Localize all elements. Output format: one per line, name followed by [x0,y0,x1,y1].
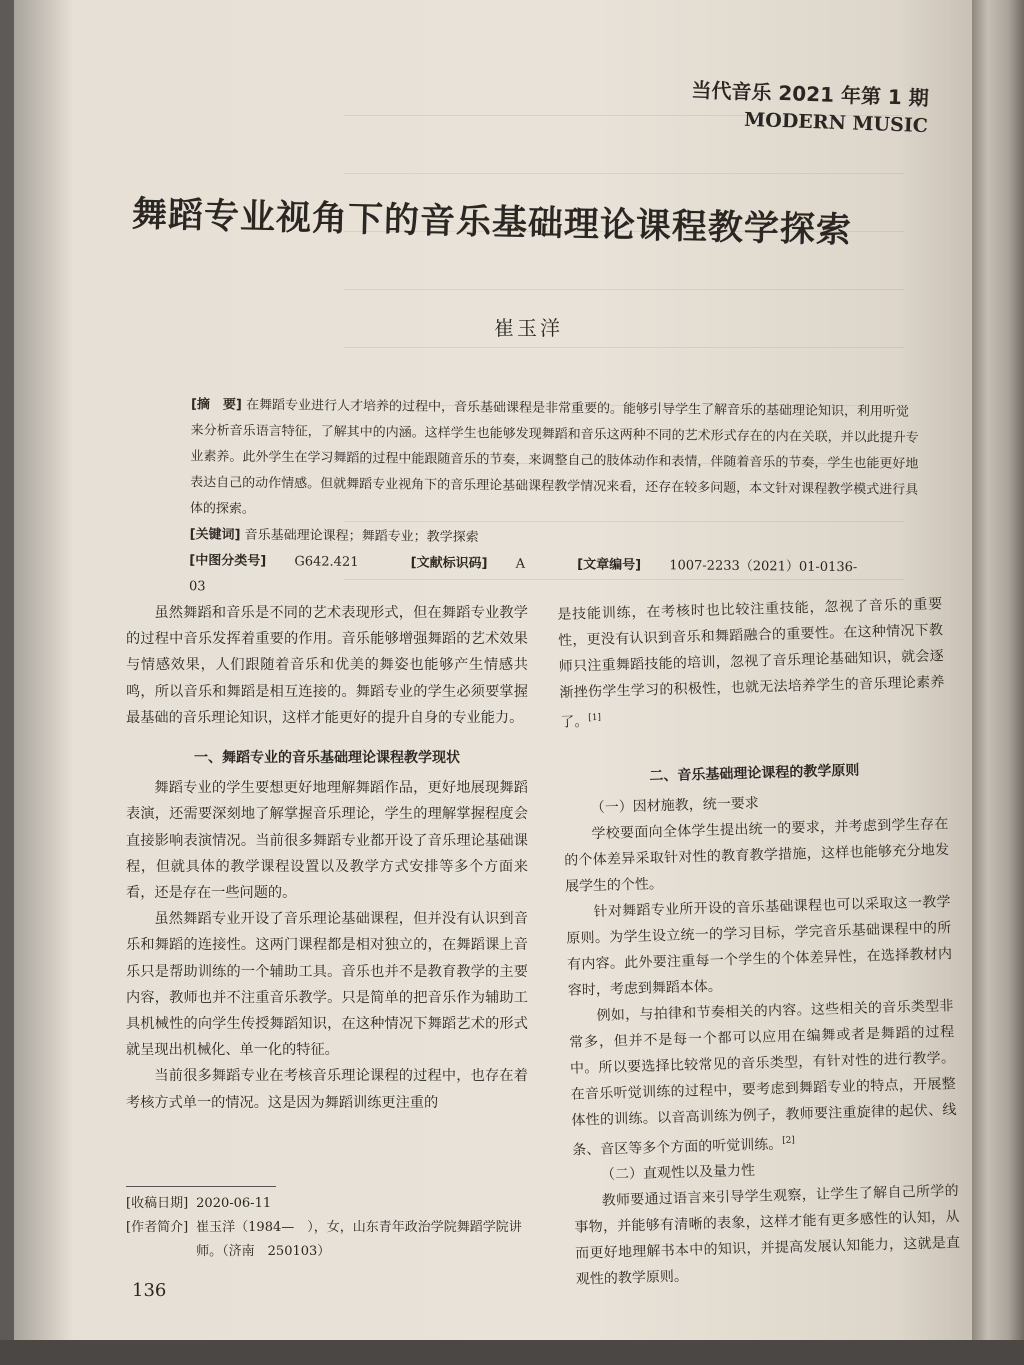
paragraph-text: 是技能训练，在考核时也比较注重技能，忽视了音乐的重要性，更没有认识到音乐和舞蹈融合的重要性。在这种情况下教师只注重舞蹈技能的培训，忽视了音乐理论基础知识，就会逐渐挫伤学生学习的积极性，也就无法培养学生的音乐理论素养了。 [557,596,945,731]
reference-marker: [1] [588,712,602,724]
keywords-label: [关键词] [189,527,241,543]
author-bio [126,1216,536,1264]
clc-value: G642.421 [294,554,359,570]
left-column [126,600,528,1116]
reference-marker: [2] [781,1135,796,1146]
paragraph-continued [557,591,946,735]
subsection-heading-2: （二）直观性以及量力性 [600,1163,756,1184]
article-number-label: [文章编号] [577,557,642,573]
intro-paragraph: 虽然舞蹈和音乐是不同的艺术表现形式，但在舞蹈专业教学的过程中音乐发挥着重要的作用。音乐能够增强舞蹈的艺术效果与情感效果，人们跟随着音乐和优美的舞姿也能够产生情感共鸣，所以音乐和舞蹈是相互连接的。舞蹈专业的学生必须要掌握最基础的音乐理论知识，这样才能更好的提升自身的专业能力。 [126,605,528,726]
paragraph [568,993,957,1163]
received-label: [收稿日期] [126,1196,189,1211]
doc-code-label: [文献标识码] [410,555,488,572]
author-bio-value: 崔玉洋（1984— ），女，山东青年政治学院舞蹈学院讲师。（济南 250103） [196,1220,522,1259]
journal-header [690,74,929,137]
gutter-shadow [14,0,74,1340]
paragraph: 当前很多舞蹈专业在考核音乐理论课程的过程中，也存在着考核方式单一的情况。这是因为舞蹈训练更注重的 [126,1068,528,1111]
abstract-text: 在舞蹈专业进行人才培养的过程中，音乐基础课程是非常重要的。能够引导学生了解音乐的基础理论知识，利用听觉来分析音乐语言特征，了解其中的内涵。这样学生也能够发现舞蹈和音乐这两种不同的艺术形式存在的内在关联，并以此提升专业素养。此外学生在学习舞蹈的过程中能跟随音乐的节奏，来调整自己的肢体动作和表情，伴随着音乐的节奏，学生也能更好地表达自己的动作情感。但就舞蹈专业视角下的音乐理论基础课程教学情况来看，还存在较多问题，本文针对课程教学模式进行具体的探索。 [189,397,919,517]
paragraph: 舞蹈专业的学生要想更好地理解舞蹈作品，更好地展现舞蹈表演，还需要深刻地了解掌握音乐理论，学生的理解掌握程度会直接影响表演情况。当前很多舞蹈专业都开设了音乐理论基础课程，但就具体的教学课程设置以及教学方式安排等多个方面来看，还是存在一些问题的。 [126,780,528,902]
author-bio-label: [作者简介] [126,1220,189,1235]
bottom-surface [0,1340,1024,1365]
clc-label: [中图分类号] [189,553,267,569]
abstract-label: [摘 要] [190,397,242,413]
received-value: 2020-06-11 [196,1196,272,1211]
paragraph: 针对舞蹈专业所开设的音乐基础课程也可以采取这一教学原则。为学生设立统一的学习目标，学完音乐基础课程中的所有内容。此外要注重每一个学生的个体差异性，在选择教材内容时，考虑到舞蹈本体。 [566,893,953,999]
paragraph: 教师要通过语言来引导学生观察，让学生了解自己所学的事物，并能够有清晰的表象，这样才能有更多感性的认知，从而更好地理解书本中的知识，并提高发展认知能力，这就是直观性的教学原则。 [574,1183,961,1289]
journal-name-en: MODERN MUSIC [743,108,928,138]
abstract-block [189,392,921,608]
section-heading-1: 一、舞蹈专业的音乐基础理论课程教学现状 [194,750,460,767]
adjacent-page-edge [972,0,1024,1365]
doc-code-value: A [515,556,526,572]
footnotes [126,1192,536,1264]
page-number: 136 [132,1280,167,1301]
journal-name-cn: 当代音乐 2021 年第 1 期 [690,77,929,111]
abstract [190,392,921,530]
paragraph: 学校要面向全体学生提出统一的要求，并考虑到学生存在的个体差异采取针对性的教育教学措施，这样也能够充分地发展学生的个性。 [563,815,950,895]
journal-page [14,0,972,1340]
article-number-value: 1007-2233（2021）01-0136-03 [188,558,858,595]
article-title: 舞蹈专业视角下的音乐基础理论课程教学探索 [131,194,853,252]
paragraph: 虽然舞蹈专业开设了音乐理论基础课程，但并没有认识到音乐和舞蹈的连接性。这两门课程都是相对独立的，在舞蹈课上音乐只是帮助训练的一个辅助工具。音乐也并不是教育教学的主要内容，教师也并不注重音乐教学。只是简单的把音乐作为辅助工具机械性的向学生传授舞蹈知识，在这种情况下舞蹈艺术的形式就呈现出机械化、单一化的特征。 [126,911,528,1059]
received-date [126,1192,536,1216]
keywords-text: 音乐基础理论课程；舞蹈专业；教学探索 [244,527,479,546]
subsection-heading-1: （一）因材施教，统一要求 [590,795,759,816]
paragraph-text: 例如，与拍律和节奏相关的内容。这些相关的音乐类型非常多，但并不是每一个都可以应用在编舞或者是舞蹈的过程中。所以要选择比较常见的音乐类型，有针对性的进行教学。在音乐听觉训练的过程中，要考虑到舞蹈专业的特点，开展整体性的训练。以音高训练为例子，教师要注重旋律的起伏、线条、音区等多个方面的听觉训练。 [569,997,957,1159]
section-heading-2: 二、音乐基础理论课程的教学原则 [649,762,860,785]
article-author: 崔玉洋 [494,316,563,340]
footnote-divider [126,1186,276,1187]
right-column [557,591,961,1293]
